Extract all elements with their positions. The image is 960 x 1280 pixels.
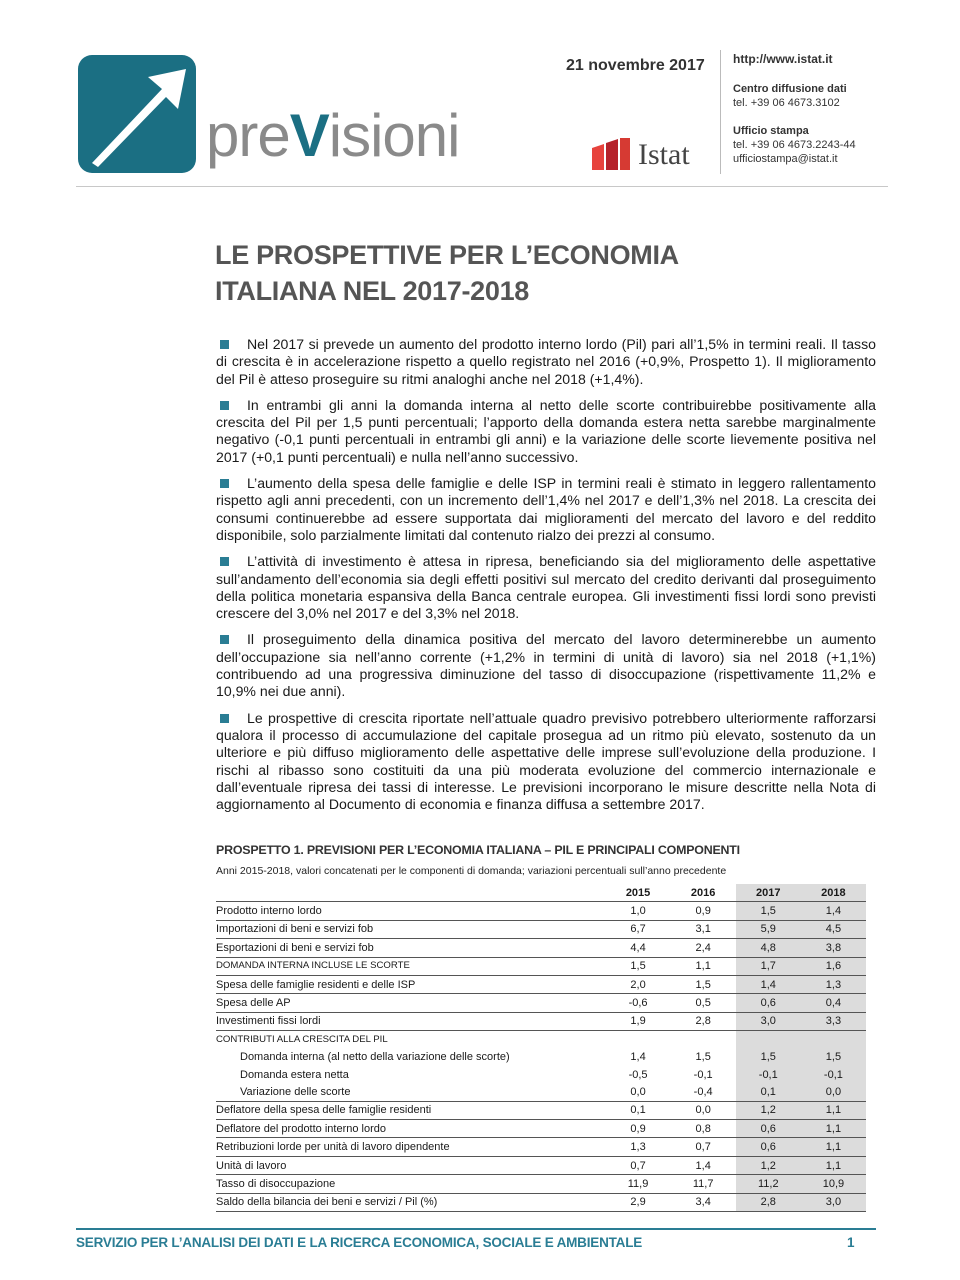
row-label: Spesa delle AP	[216, 994, 606, 1012]
bullet-square-icon	[220, 340, 229, 349]
cell-value: 1,5	[695, 1051, 711, 1064]
row-label: Retribuzioni lorde per unità di lavoro dipendente	[216, 1138, 606, 1156]
section-label: CONTRIBUTI ALLA CRESCITA DEL PIL	[216, 1033, 388, 1045]
cell-value: 5,9	[736, 920, 801, 938]
row-label: Prodotto interno lordo	[216, 902, 606, 920]
cell-value	[801, 1031, 866, 1049]
row-label: Investimenti fissi lordi	[216, 1012, 606, 1030]
cell-value	[736, 1031, 801, 1049]
year-header: 2018	[801, 884, 866, 902]
contact-label: Ufficio stampa	[733, 125, 809, 137]
cell-value: 0,4	[801, 994, 866, 1012]
header-divider	[720, 50, 721, 174]
bullet-square-icon	[220, 479, 229, 488]
row-label: Importazioni di beni e servizi fob	[216, 920, 606, 938]
cell-value: 0,6	[736, 1138, 801, 1156]
paragraph: Le prospettive di crescita riportate nell’attuale quadro previsivo potrebbero ulteriormente rafforzarsi qualora il processo di accumulazione del capitale prosegua ad un ritmo più elevato, sostenuto da un ulteriore e più diffuso miglioramento delle aspettative delle imprese sull’evoluzione della produzione. I rischi al ribasso sono costituiti da una più moderata evoluzione del commercio internazionale e dall’eventuale ripresa dei tassi di interesse. Le previsioni incorporano le misure descritte nella Nota di aggiornamento al Documento di economia e finanza diffusa a settembre 2017.	[216, 709, 876, 813]
table-row	[216, 994, 866, 1012]
table-row	[216, 1049, 866, 1066]
cell-value: 4,8	[736, 939, 801, 957]
cell-value: 1,5	[736, 902, 801, 920]
cell-value: 1,2	[736, 1156, 801, 1174]
cell-value: 0,0	[671, 1101, 736, 1119]
cell-value: -0,5	[628, 1068, 648, 1081]
cell-value: 1,4	[630, 1051, 646, 1064]
cell-value: 2,4	[671, 939, 736, 957]
cell-value: 1,5	[801, 1049, 866, 1066]
previsioni-logo-icon	[78, 55, 196, 173]
paragraph: L’aumento della spesa delle famiglie e delle ISP in termini reali è stimato in leggero rallentamento rispetto agli anni precedenti, con un incremento dell’1,4% nel 2017 e dell’1,3% nel 2018. La crescita dei consumi continuerebbe ad essere supportata dai miglioramenti del mercato del lavoro e del reddito disponibile, solo parzialmente limitati dal contenuto rialzo dei prezzi al consumo.	[216, 475, 876, 543]
cell-value: 3,4	[671, 1193, 736, 1211]
year-header: 2016	[671, 884, 736, 902]
cell-value: 1,9	[606, 1012, 671, 1030]
cell-value: 11,7	[671, 1175, 736, 1193]
cell-value: 0,7	[671, 1138, 736, 1156]
row-label: Esportazioni di beni e servizi fob	[216, 939, 606, 957]
cell-value: 0,7	[606, 1156, 671, 1174]
table-section-row	[216, 1031, 866, 1049]
cell-value: -0,1	[736, 1066, 801, 1083]
bullet-square-icon	[220, 714, 229, 723]
contacts	[733, 52, 933, 180]
cell-value: 1,5	[606, 957, 671, 975]
cell-value: 6,7	[606, 920, 671, 938]
cell-value: 1,4	[671, 1156, 736, 1174]
cell-value: 2,8	[671, 1012, 736, 1030]
cell-value: 1,1	[801, 1138, 866, 1156]
table-row	[216, 957, 866, 975]
table-row	[216, 975, 866, 993]
cell-value: 1,4	[801, 902, 866, 920]
contact-phone: tel. +39 06 4673.3102	[733, 97, 840, 109]
cell-value: 11,2	[736, 1175, 801, 1193]
cell-value	[671, 1031, 736, 1049]
cell-value: 3,0	[736, 1012, 801, 1030]
cell-value: 1,2	[736, 1101, 801, 1119]
website-link[interactable]: http://www.istat.it	[733, 52, 833, 66]
cell-value: 10,9	[801, 1175, 866, 1193]
table-row	[216, 1138, 866, 1156]
table-row	[216, 1066, 866, 1083]
cell-value: 0,5	[671, 994, 736, 1012]
istat-logo	[590, 136, 712, 176]
year-header: 2015	[606, 884, 671, 902]
cell-value: 3,1	[671, 920, 736, 938]
cell-value: 4,4	[606, 939, 671, 957]
table-header-row	[216, 884, 866, 902]
paragraph: Nel 2017 si prevede un aumento del prodotto interno lordo (Pil) pari all’1,5% in termini reali. Il tasso di crescita è in accelerazione rispetto a quello registrato nel 2016 (+0,9%, Prospetto 1). Il miglioramento del Pil è atteso proseguire su ritmi analoghi anche nel 2018 (+1,4%).	[216, 336, 876, 387]
cell-value: 1,4	[736, 975, 801, 993]
istat-wordmark: Istat	[638, 138, 690, 171]
table-row	[216, 1193, 866, 1211]
cell-value: 2,9	[606, 1193, 671, 1211]
table-row	[216, 902, 866, 920]
paragraph: Il proseguimento della dinamica positiva del mercato del lavoro determinerebbe un aumento dell’occupazione sia nell’anno corrente (+1,2% in termini di unità di lavoro) sia nel 2018 (+1,1%) contribuendo ad una progressiva diminuzione del tasso di disoccupazione (rispettivamente 11,2% e 10,9% nei due anni).	[216, 631, 876, 700]
cell-value: 1,0	[606, 902, 671, 920]
cell-value: 1,3	[801, 975, 866, 993]
row-label: Tasso di disoccupazione	[216, 1175, 606, 1193]
cell-value: -0,4	[671, 1083, 736, 1101]
table-row	[216, 1156, 866, 1174]
footer-rule	[76, 1228, 876, 1230]
paragraph: L’attività di investimento è attesa in ripresa, beneficiando sia del miglioramento delle aspettative sull’andamento dell’economia sia degli effetti positivi sul mercato del credito derivanti dal proseguimento della politica monetaria espansiva della Banca centrale europea. Gli investimenti fissi lordi sono previsti crescere del 3,0% nel 2017 e del 3,3% nel 2018.	[216, 553, 876, 622]
brand-name: preVisioni	[206, 102, 460, 169]
bullet-square-icon	[220, 635, 229, 644]
table-row	[216, 1012, 866, 1030]
cell-value: 2,0	[606, 975, 671, 993]
cell-value: 3,0	[801, 1193, 866, 1211]
cell-value: 0,1	[736, 1083, 801, 1101]
cell-value: 1,1	[671, 957, 736, 975]
cell-value: -0,1	[801, 1066, 866, 1083]
row-label: Domanda estera netta	[240, 1068, 349, 1081]
cell-value: 0,8	[671, 1120, 736, 1138]
cell-value: 3,3	[801, 1012, 866, 1030]
paragraph: In entrambi gli anni la domanda interna al netto delle scorte contribuirebbe positivamente alla crescita del Pil per 1,5 punti percentuali; l’apporto della domanda estera netta sarebbe marginalmente negativo (-0,1 punti percentuali in entrambi gli anni) e la variazione delle scorte lievemente positiva nel 2017 (+0,1 punti percentuali) e nulla nell’anno successivo.	[216, 396, 876, 465]
footer-text: SERVIZIO PER L’ANALISI DEI DATI E LA RICERCA ECONOMICA, SOCIALE E AMBIENTALE	[76, 1235, 643, 1250]
forecast-table	[216, 884, 866, 1212]
bullet-square-icon	[220, 557, 229, 566]
cell-value: 1,1	[801, 1101, 866, 1119]
contact-email[interactable]: ufficiostampa@istat.it	[733, 153, 838, 165]
cell-value: 0,0	[801, 1083, 866, 1101]
istat-flag-icon	[590, 138, 632, 172]
cell-value: -0,1	[693, 1068, 713, 1081]
cell-value: 4,5	[801, 920, 866, 938]
cell-value: 0,9	[606, 1120, 671, 1138]
cell-value: 1,6	[801, 957, 866, 975]
cell-value: -0,6	[606, 994, 671, 1012]
row-label: DOMANDA INTERNA INCLUSE LE SCORTE	[216, 957, 606, 975]
row-label: Deflatore del prodotto interno lordo	[216, 1120, 606, 1138]
cell-value: 0,9	[671, 902, 736, 920]
cell-value: 1,3	[606, 1138, 671, 1156]
row-label: Variazione delle scorte	[216, 1083, 606, 1101]
table-subtitle: Anni 2015-2018, valori concatenati per le componenti di domanda; variazioni percentuali sull’anno precedente	[216, 865, 727, 877]
table-row	[216, 939, 866, 957]
cell-value: 2,8	[736, 1193, 801, 1211]
cell-value: 0,0	[606, 1083, 671, 1101]
row-label: Unità di lavoro	[216, 1156, 606, 1174]
table-row	[216, 920, 866, 938]
table-row	[216, 1083, 866, 1101]
bullet-square-icon	[220, 401, 229, 410]
cell-value: 1,1	[801, 1120, 866, 1138]
cell-value: 11,9	[606, 1175, 671, 1193]
body-text	[216, 336, 876, 822]
row-label: Spesa delle famiglie residenti e delle ISP	[216, 975, 606, 993]
cell-value: 0,1	[606, 1101, 671, 1119]
cell-value	[606, 1031, 671, 1049]
cell-value: 1,1	[801, 1156, 866, 1174]
cell-value: 0,6	[736, 994, 801, 1012]
page-number: 1	[847, 1235, 855, 1250]
header-label-cell	[216, 884, 606, 902]
page-title: LE PROSPETTIVE PER L’ECONOMIA ITALIANA NEL 2017-2018	[215, 240, 679, 306]
contact-phone: tel. +39 06 4673.2243-44	[733, 139, 856, 151]
table-row	[216, 1175, 866, 1193]
cell-value: 1,5	[671, 975, 736, 993]
year-header: 2017	[736, 884, 801, 902]
table-row	[216, 1120, 866, 1138]
cell-value: 0,6	[736, 1120, 801, 1138]
cell-value: 3,8	[801, 939, 866, 957]
table-title: PROSPETTO 1. PREVISIONI PER L’ECONOMIA ITALIANA – PIL E PRINCIPALI COMPONENTI	[216, 843, 740, 857]
cell-value: 1,7	[736, 957, 801, 975]
row-label: Domanda interna (al netto della variazione delle scorte)	[240, 1051, 510, 1064]
contact-label: Centro diffusione dati	[733, 83, 847, 95]
cell-value: 1,5	[736, 1049, 801, 1066]
row-label: Deflatore della spesa delle famiglie residenti	[216, 1101, 606, 1119]
publication-date: 21 novembre 2017	[566, 57, 705, 74]
row-label: Saldo della bilancia dei beni e servizi / Pil (%)	[216, 1193, 606, 1211]
header-rule	[76, 186, 888, 187]
table-row	[216, 1101, 866, 1119]
